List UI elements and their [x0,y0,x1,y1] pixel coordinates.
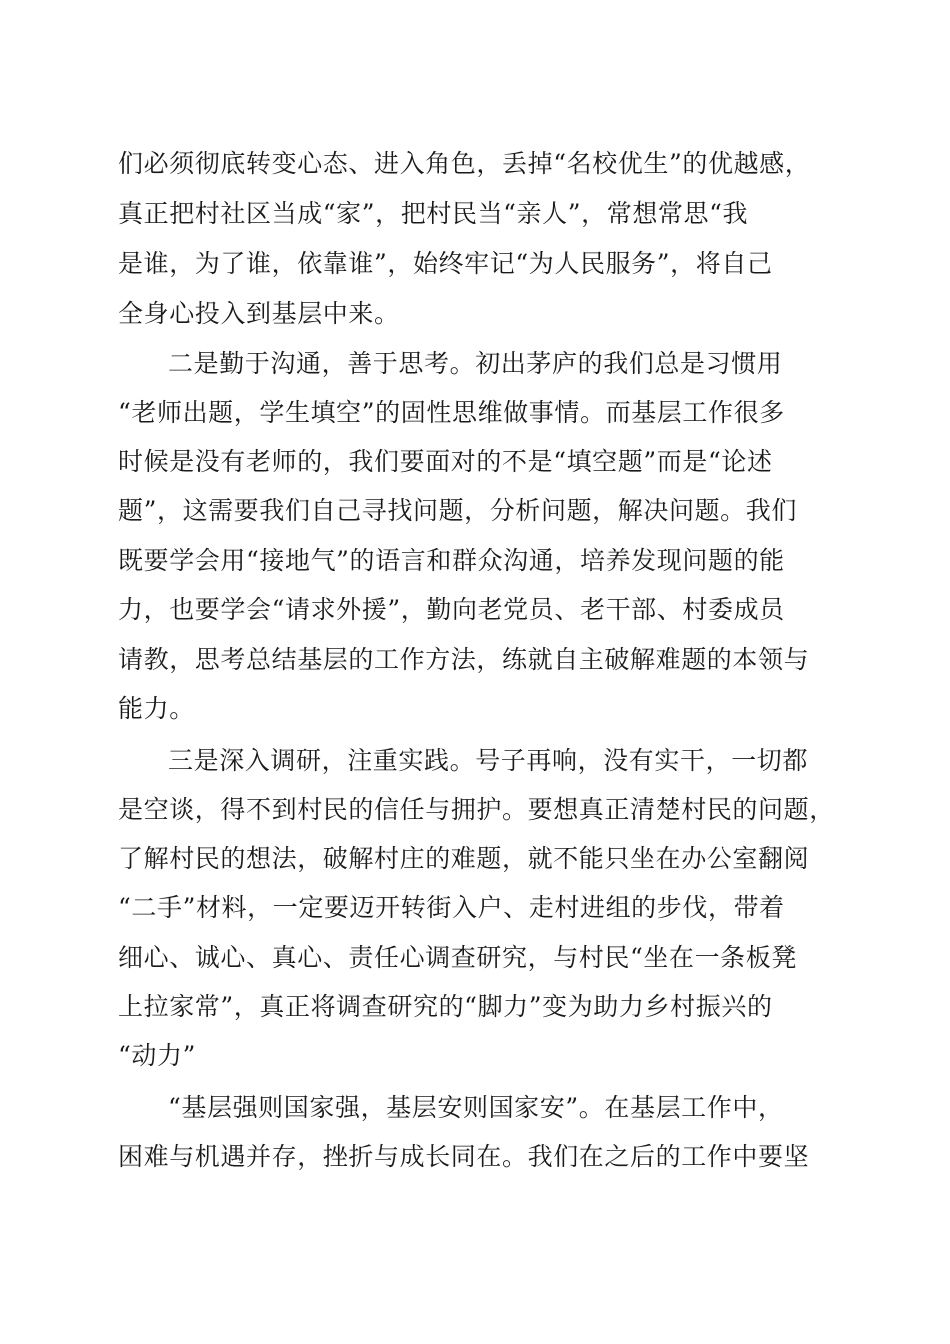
text-line: 题”，这需要我们自己寻找问题，分析问题，解决问题。我们 [118,496,797,525]
paragraph-start-line: 二是勤于沟通，善于思考。初出茅庐的我们总是习惯用 [168,349,783,378]
text-line: 力，也要学会“请求外援”，勤向老党员、老干部、村委成员 [118,595,785,624]
text-line: 了解村民的想法，破解村庄的难题，就不能只坐在办公室翻阅 [118,844,810,873]
text-line: 们必须彻底转变心态、进入角色，丢掉“名校优生”的优越感， [118,149,811,178]
text-line: 是谁，为了谁，依靠谁”，始终牢记“为人民服务”，将自己 [118,249,773,278]
text-line: 时候是没有老师的，我们要面对的不是“填空题”而是“论述 [118,447,773,476]
text-line: 上拉家常”，真正将调查研究的“脚力”变为助力乡村振兴的 [118,992,773,1021]
text-line: 真正把村社区当成“家”，把村民当“亲人”，常想常思“我 [118,199,749,228]
text-line: 既要学会用“接地气”的语言和群众沟通，培养发现问题的能 [118,546,785,575]
text-line: “二手”材料，一定要迈开转街入户、走村进组的步伐，带着 [118,893,785,922]
text-line: “老师出题，学生填空”的固性思维做事情。而基层工作很多 [118,398,785,427]
text-line: 能力。 [118,694,195,723]
text-line: 细心、诚心、真心、责任心调查研究，与村民“坐在一条板凳 [118,943,797,972]
text-line: 请教，思考总结基层的工作方法，练就自主破解难题的本领与 [118,645,810,674]
text-line: 困难与机遇并存，挫折与成长同在。我们在之后的工作中要坚 [118,1142,810,1171]
text-line: “动力” [118,1041,196,1070]
text-line: 全身心投入到基层中来。 [118,299,400,328]
paragraph-start-line: “基层强则国家强，基层安则国家安”。在基层工作中， [168,1093,784,1122]
text-line: 是空谈，得不到村民的信任与拥护。要想真正清楚村民的问题， [118,795,835,824]
paragraph-start-line: 三是深入调研，注重实践。号子再响，没有实干，一切都 [168,746,809,775]
